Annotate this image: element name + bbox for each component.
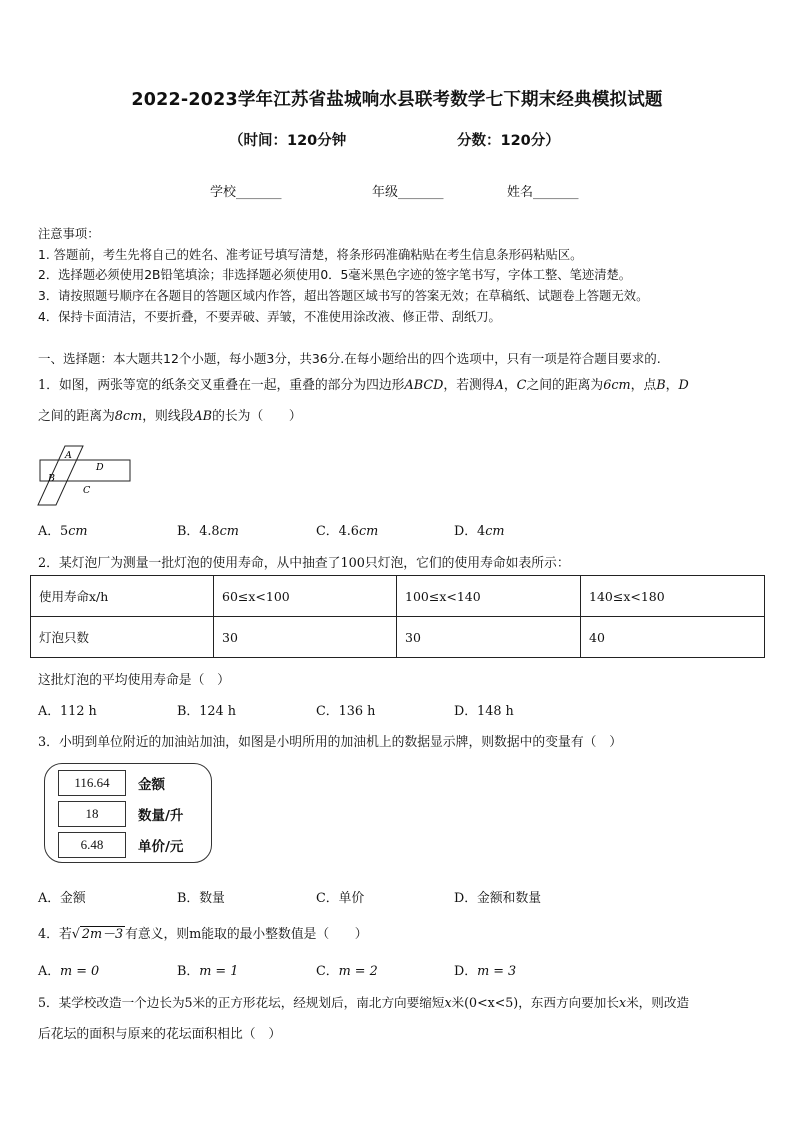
display-volume-label: 数量/升 [138,808,184,824]
q1-option-a[interactable]: A．5cm [38,524,88,539]
q3-option-c[interactable]: C．单价 [316,891,365,906]
question-5-line2: 后花坛的面积与原来的花坛面积相比（ ） [38,1027,282,1042]
table-cell: 100≤x<140 [397,576,581,617]
paper-strips-figure [36,443,136,509]
school-field: 学校_______ [210,185,282,200]
table-cell: 灯泡只数 [31,617,214,658]
table-cell: 使用寿命x/h [31,576,214,617]
q4-option-a[interactable]: A．m = 0 [38,964,100,979]
table-cell: 140≤x<180 [581,576,765,617]
q3-option-b[interactable]: B．数量 [177,891,225,906]
table-cell: 30 [214,617,397,658]
q1-option-d[interactable]: D．4cm [454,524,505,539]
q2-option-a[interactable]: A．112 h [38,704,97,719]
table-cell: 30 [397,617,581,658]
notice-item: 4．保持卡面清洁，不要折叠，不要弄破、弄皱，不准使用涂改液、修正带、刮纸刀。 [38,310,501,324]
notice-item: 2．选择题必须使用2B铅笔填涂；非选择题必须使用0．5毫米黑色字迹的签字笔书写，字体工整、笔迹清楚。 [38,268,632,282]
display-volume-value: 18 [58,801,126,827]
figure-label-c: C [83,485,91,496]
question-1-line1: 1．如图，两张等宽的纸条交叉重叠在一起，重叠的部分为四边形ABCD，若测得A，C之间的距离为6cm，点B，D [38,378,689,393]
notice-heading: 注意事项： [38,227,100,241]
display-amount-label: 金额 [138,777,165,793]
q3-option-a[interactable]: A．金额 [38,891,86,906]
table-row [31,576,765,617]
q3-option-d[interactable]: D．金额和数量 [454,891,542,906]
question-1-line2: 之间的距离为8cm，则线段AB的长为（ ） [38,409,302,424]
display-amount-value: 116.64 [58,770,126,796]
table-row [31,617,765,658]
lifespan-table [30,575,765,658]
q4-option-d[interactable]: D．m = 3 [454,964,517,979]
question-5-line1: 5．某学校改造一个边长为5米的正方形花坛，经规划后，南北方向要缩短x米(0<x<5)，东西方向要加长x米，则改造 [38,995,690,1010]
q2-option-d[interactable]: D．148 h [454,704,514,719]
q4-option-c[interactable]: C．m = 2 [316,964,378,979]
question-2-ask: 这批灯泡的平均使用寿命是（ ） [38,673,230,688]
notice-item: 1. 答题前，考生先将自己的姓名、准考证号填写清楚，将条形码准确粘贴在考生信息条形码粘贴区。 [38,248,583,262]
table-cell: 60≤x<100 [214,576,397,617]
exam-time: （时间：120分钟 [229,133,347,149]
question-3-stem: 3．小明到单位附近的加油站加油，如图是小明所用的加油机上的数据显示牌，则数据中的变量有（ ） [38,735,623,750]
notice-item: 3．请按照题号顺序在各题目的答题区域内作答，超出答题区域书写的答案无效；在草稿纸、试题卷上答题无效。 [38,289,649,303]
exam-score: 分数：120分） [457,133,560,149]
q1-option-b[interactable]: B．4.8cm [177,524,239,539]
figure-label-a: A [65,450,72,461]
q2-option-c[interactable]: C．136 h [316,704,376,719]
question-2-stem: 2．某灯泡厂为测量一批灯泡的使用寿命，从中抽查了100只灯泡，它们的使用寿命如表所示： [38,556,570,571]
name-field: 姓名_______ [507,185,579,200]
display-price-value: 6.48 [58,832,126,858]
sqrt-radicand: 2m－3 [81,927,124,942]
figure-label-b: B [48,473,55,484]
page-title: 2022-2023学年江苏省盐城响水县联考数学七下期末经典模拟试题 [131,90,663,110]
table-cell: 40 [581,617,765,658]
display-price-label: 单价/元 [138,839,184,855]
q2-option-b[interactable]: B．124 h [177,704,236,719]
q1-option-c[interactable]: C．4.6cm [316,524,379,539]
question-4-stem: 4．若√ 2m－3 有意义，则m能取的最小整数值是（ ） [38,927,368,942]
sqrt-symbol: √ [71,927,80,942]
section-heading: 一、选择题：本大题共12个小题，每小题3分，共36分.在每小题给出的四个选项中，只有一项是符合题目要求的. [38,351,661,366]
grade-field: 年级_______ [372,185,444,200]
figure-label-d: D [96,462,104,473]
q4-option-b[interactable]: B．m = 1 [177,964,239,979]
